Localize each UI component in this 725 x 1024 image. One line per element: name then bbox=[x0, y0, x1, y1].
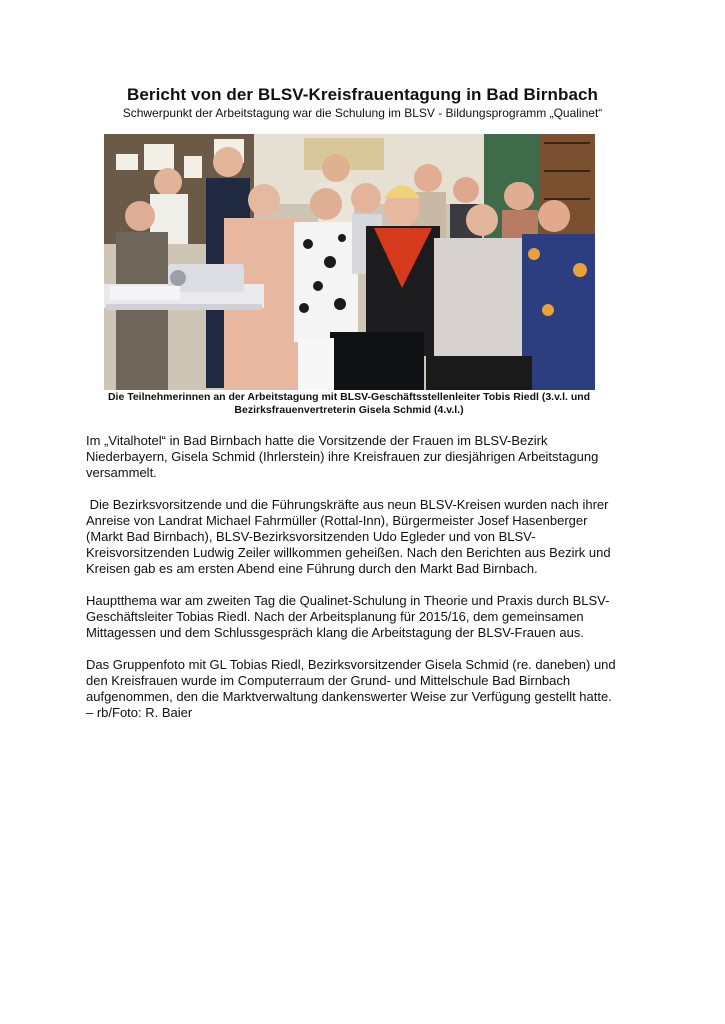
article-body bbox=[86, 433, 626, 721]
photo-credit: – rb/Foto: R. Baier bbox=[86, 705, 193, 720]
paragraph-4: Das Gruppenfoto mit GL Tobias Riedl, Bezirksvorsitzender Gisela Schmid (re. daneben) und den Kreisfrauen wurde im Computerraum der Grund- und Mittelschule Bad Birnbach aufgenommen, den die Marktverwaltung dankenswerter Weise zur Verfügung gestellt hatte. bbox=[86, 657, 616, 704]
paragraph-2: Die Bezirksvorsitzende und die Führungskräfte aus neun BLSV-Kreisen wurden nach ihrer Anreise von Landrat Michael Fahrmüller (Rottal-Inn), Bürgermeister Josef Hasenberger (Markt Bad Birnbach), BLSV-Bezirksvorsitzenden Udo Egleder und von BLSV-Kreisvorsitzenden Ludwig Zeiler willkommen geheißen. Nach den Berichten aus Bezirk und Kreisen gab es am ersten Abend eine Führung durch den Markt Bad Birnbach. bbox=[86, 497, 615, 576]
article-title: Bericht von der BLSV-Kreisfrauentagung in Bad Birnbach bbox=[126, 85, 599, 104]
photo-caption-line-1: Die Teilnehmerinnen an der Arbeitstagung mit BLSV-Geschäftsstellenleiter Tobis Riedl (3.v.l. und bbox=[107, 391, 591, 403]
paragraph-1: Im „Vitalhotel“ in Bad Birnbach hatte die Vorsitzende der Frauen im BLSV-Bezirk Niederbayern, Gisela Schmid (Ihrlerstein) ihre Kreisfrauen zur diesjährigen Arbeitstagung versammelt. bbox=[86, 433, 599, 480]
article-subtitle: Schwerpunkt der Arbeitstagung war die Schulung im BLSV - Bildungsprogramm „Qualinet“ bbox=[122, 106, 603, 120]
group-photo bbox=[104, 134, 595, 390]
photo-caption bbox=[86, 391, 612, 417]
photo-caption-line-2: Bezirksfrauenvertreterin Gisela Schmid (4.v.l.) bbox=[234, 404, 464, 416]
paragraph-3: Hauptthema war am zweiten Tag die Qualinet-Schulung in Theorie und Praxis durch BLSV-Geschäftsleiter Tobias Riedl. Nach der Arbeitsplanung für 2015/16, dem gemeinsamen Mittagessen und dem Schlussgespräch klang die Arbeitstagung der BLSV-Frauen aus. bbox=[86, 593, 610, 640]
